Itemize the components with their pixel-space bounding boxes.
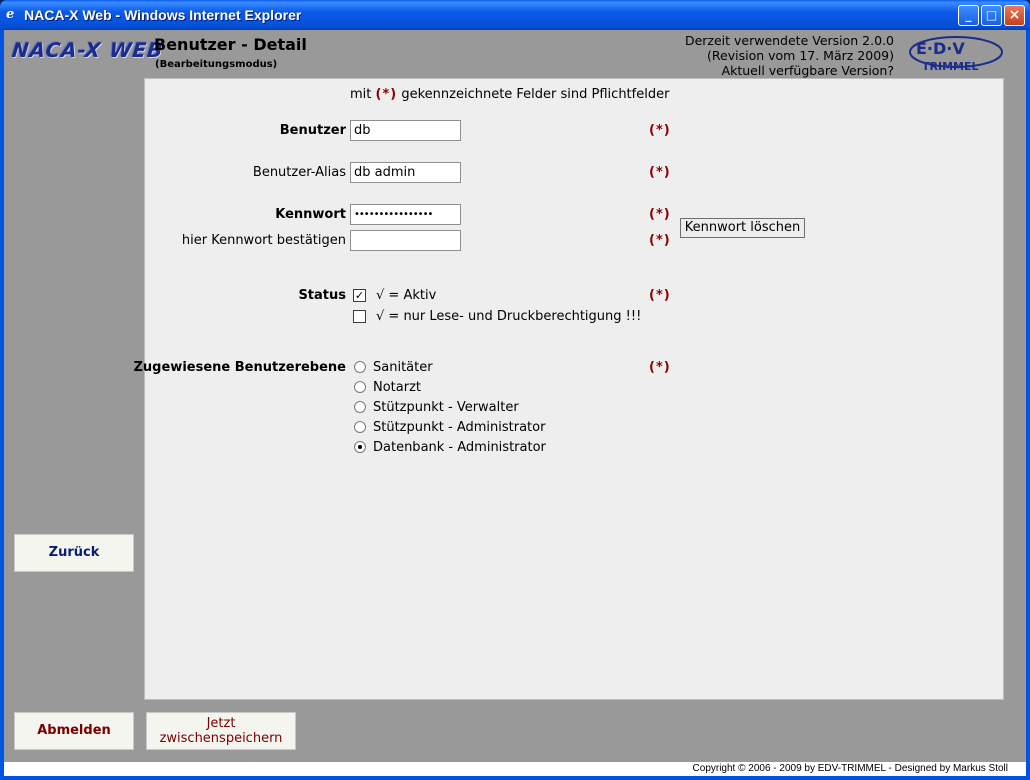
kennwort-confirm-required-marker: (*) <box>649 233 671 248</box>
ie-icon: e <box>6 7 15 22</box>
version-available-link[interactable]: Aktuell verfügbare Version? <box>721 63 894 78</box>
required-marker: (*) <box>375 87 398 102</box>
hint-prefix: mit <box>350 87 372 102</box>
alias-required-marker: (*) <box>649 165 671 180</box>
abmelden-button[interactable]: Abmelden <box>14 712 134 750</box>
form-panel <box>133 78 1004 700</box>
benutzerebene-required-marker: (*) <box>649 360 671 375</box>
close-button[interactable]: × <box>1004 5 1025 26</box>
page-subtitle: (Bearbeitungsmodus) <box>155 59 278 70</box>
save-label-line2: zwischenspeichern <box>159 731 283 746</box>
version-info <box>634 33 894 78</box>
kennwort-required-marker: (*) <box>649 207 671 222</box>
title-bar[interactable] <box>0 0 1030 30</box>
edv-trimmel-logo <box>906 34 1006 74</box>
version-current: Derzeit verwendete Version 2.0.0 <box>684 33 894 48</box>
alias-label: Benutzer-Alias <box>252 165 346 180</box>
kennwort-input[interactable] <box>350 204 461 225</box>
status-readonly-checkbox[interactable] <box>353 310 366 323</box>
radio-sanitaeter-label: Sanitäter <box>373 360 433 375</box>
window-title: NACA-X Web - Windows Internet Explorer <box>24 7 302 23</box>
radio-stuetzpunkt-verwalter[interactable] <box>354 401 366 413</box>
version-revision: (Revision vom 17. März 2009) <box>707 48 894 63</box>
benutzer-input[interactable] <box>350 120 461 141</box>
page-title: Benutzer - Detail <box>154 35 307 54</box>
minimize-button[interactable]: _ <box>958 5 979 26</box>
radio-datenbank-administrator[interactable] <box>354 441 366 453</box>
copyright-footer: Copyright © 2006 - 2009 by EDV-TRIMMEL - Designed by Markus Stoll <box>4 762 1026 776</box>
status-required-marker: (*) <box>649 288 671 303</box>
edv-logo-top: E·D·V <box>916 39 965 58</box>
alias-input[interactable] <box>350 162 461 183</box>
save-label-line1: Jetzt <box>206 716 236 731</box>
radio-stuetzpunkt-administrator[interactable] <box>354 421 366 433</box>
benutzer-required-marker: (*) <box>649 123 671 138</box>
kennwort-confirm-input[interactable] <box>350 230 461 251</box>
zwischenspeichern-button[interactable] <box>146 712 296 750</box>
radio-datenbank-administrator-label: Datenbank - Administrator <box>373 440 546 455</box>
hint-suffix: gekennzeichnete Felder sind Pflichtfelder <box>401 87 670 102</box>
kennwort-loeschen-button[interactable]: Kennwort löschen <box>680 218 805 238</box>
radio-stuetzpunkt-administrator-label: Stützpunkt - Administrator <box>373 420 546 435</box>
radio-notarzt-label: Notarzt <box>373 380 422 395</box>
radio-sanitaeter[interactable] <box>354 361 366 373</box>
required-hint <box>350 87 669 102</box>
status-readonly-label: √ = nur Lese- und Druckberechtigung !!! <box>376 309 642 324</box>
radio-notarzt[interactable] <box>354 381 366 393</box>
benutzerebene-label: Zugewiesene Benutzerebene <box>133 360 346 375</box>
kennwort-confirm-label: hier Kennwort bestätigen <box>181 233 346 248</box>
status-aktiv-label: √ = Aktiv <box>376 288 437 303</box>
maximize-button[interactable]: □ <box>981 5 1002 26</box>
kennwort-label: Kennwort <box>275 207 346 222</box>
naca-x-logo: NACA-X WEB <box>10 38 165 62</box>
benutzer-label: Benutzer <box>279 123 346 138</box>
page-client-area <box>4 30 1026 776</box>
status-label: Status <box>298 288 346 303</box>
edv-logo-bottom: TRIMMEL <box>922 60 979 73</box>
radio-stuetzpunkt-verwalter-label: Stützpunkt - Verwalter <box>373 400 519 415</box>
zurueck-button[interactable]: Zurück <box>14 534 134 572</box>
status-aktiv-checkbox[interactable]: ✓ <box>354 289 365 302</box>
